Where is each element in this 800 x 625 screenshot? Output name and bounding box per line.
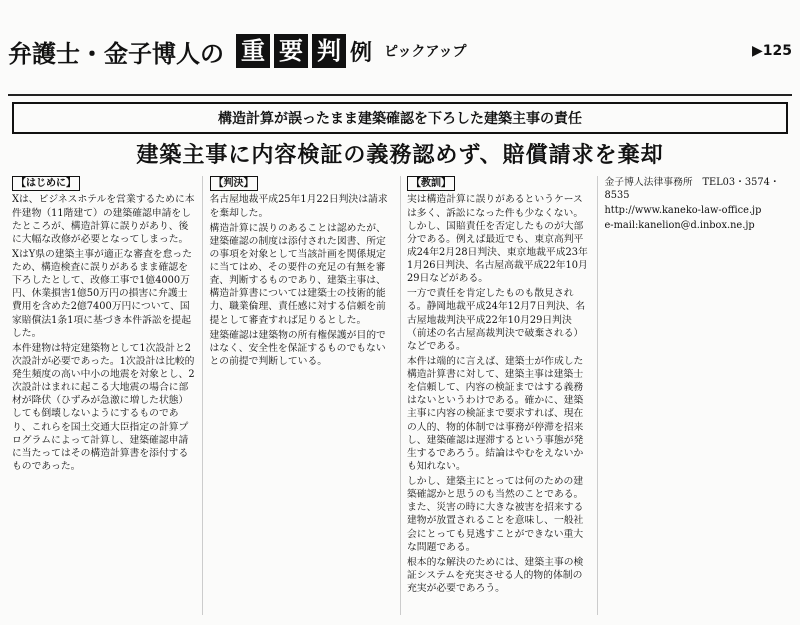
email-line: e-mail:kanelion@d.inbox.ne.jp	[604, 220, 755, 232]
section-contact	[605, 176, 789, 233]
article-body	[12, 176, 788, 615]
masthead	[8, 8, 792, 96]
paragraph: 実は構造計算に誤りがあるというケースは多く、訴訟になった件も少なくない。しかし、国賠責任を否定したものが大部分である。例えば最近でも、東京高判平成24年2月28日判決、東京地裁平成23年1月26日判決、名古屋高裁平成22年10月29日などがある。	[407, 194, 588, 285]
contact-line: 金子博人法律事務所 TEL03・3574・8535	[604, 177, 780, 202]
paragraph: 建築確認は建築物の所有権保護が目的ではなく、安全性を保証するものでもないとの前提で判断している。	[209, 329, 386, 367]
logo-char-1: 重	[236, 34, 270, 68]
headline: 建築主事に内容検証の義務認めず、賠償請求を棄却	[136, 143, 664, 168]
paragraph: 本件建物は特定建築物として1次設計と2次設計が必要であった。1次設計は比較的発生頻度の高い中小の地震を対象とし、2次設計はまれに起こる大地震の場合に部材が降伏（ひずみが急激に増した状態）しても倒壊しないようにするものであり、これらを国土交通大臣指定の計算プログラムによって計算し、建築確認申請に当たってはその構造計算書を添付するものであった。	[12, 342, 195, 472]
section-judgment	[210, 176, 394, 368]
section-intro	[12, 176, 196, 473]
logo-char-4: 例	[350, 40, 373, 66]
logo-char-3: 判	[312, 34, 346, 68]
paragraph: Xは、ビジネスホテルを営業するために本件建物（11階建て）の建築確認申請をしたところが、構造計算に誤りがあり、後に大幅な改修が必要となってしまった。	[12, 194, 195, 245]
paragraph: 根本的な解決のためには、建築主事の検証システムを充実させる人的物的体制の充実が必要であろう。	[407, 556, 584, 595]
section-heading: 【判決】	[210, 176, 258, 191]
paragraph: 一方で責任を肯定したものも散見される。静岡地裁平成24年12月7日判決、名古屋地裁判決平成22年10月29日判決（前述の名古屋高裁判決で破棄される）などである。	[407, 288, 586, 352]
paragraph: 本件は端的に言えば、建築士が作成した構造計算書に対して、建築主事は建築士を信頼して、内容の検証まではする義務はないというわけである。確かに、建築主事に内容の検証まで要求すれば、現在の人的、物的体制では事務が停滞を招来し、建築確認は遅滞するという事態が発生するであろう。結論はやむをえないかも知れない。	[407, 355, 584, 472]
section-heading: 【はじめに】	[12, 176, 80, 191]
page-number: ▶125	[752, 43, 792, 59]
paragraph: しかし、建築主にとっては何のための建築確認かと思うのも当然のことである。また、災害の時に大きな被害を招来する建物が放置されることを意味し、一般社会にとっても見逃すことができない重大な問題である。	[407, 476, 584, 553]
masthead-logo	[236, 34, 372, 68]
pickup-label: ピックアップ	[384, 44, 467, 60]
paragraph: 名古屋地裁平成25年1月22日判決は請求を棄却した。	[209, 194, 388, 219]
kicker-banner: 構造計算が誤ったまま建築確認を下ろした建築主事の責任	[12, 102, 788, 134]
masthead-title: 弁護士・金子博人の	[8, 39, 224, 68]
paragraph: XはY県の建築主事が適正な審査を怠ったため、構造検査に誤りがあるまま確認を下ろしたとして、改修工事で1億4000万円、休業損害1億50万円の損害に弁護士費用を含めた2億7400万円について、国家賠償法1条1項に基づき本件訴訟を提起した。	[12, 248, 192, 339]
paragraph: 構造計算に誤りのあることは認めたが、建築確認の制度は添付された図書、所定の事項を対象として当該計画を関係規定に当てはめ、その要件の充足の有無を審査、判断するものであり、建築主事は、構造計算書については建築士の技術的能力、職業倫理、責任感に対する信頼を前提として審査すれば足りるとした。	[209, 222, 386, 326]
website-line: http://www.kaneko-law-office.jp	[604, 205, 762, 217]
section-heading: 【教訓】	[407, 176, 455, 191]
logo-char-2: 要	[274, 34, 308, 68]
section-lesson	[407, 176, 591, 595]
